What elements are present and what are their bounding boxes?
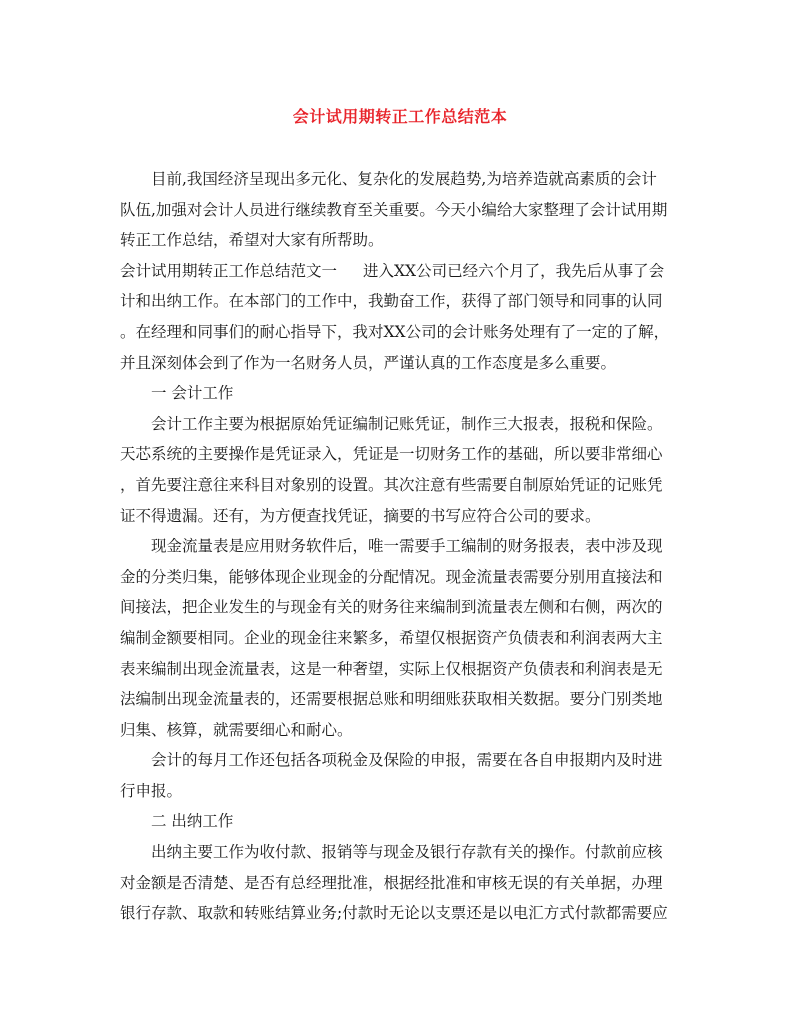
paragraph-line [120, 654, 685, 685]
paragraph-line [120, 225, 685, 256]
paragraph-line [120, 501, 685, 532]
paragraph-line [120, 409, 685, 440]
paragraph-line [120, 317, 685, 348]
paragraph-line [120, 898, 685, 929]
document-body [120, 164, 685, 929]
line-text: 队伍,加强对会计人员进行继续教育至关重要。今天小编给大家整理了会计试用期 [120, 200, 668, 219]
paragraph-line [120, 684, 685, 715]
line-text: 一 会计工作 [151, 384, 234, 403]
paragraph-line [120, 439, 685, 470]
line-text: 会计工作主要为根据原始凭证编制记账凭证，制作三大报表，报税和保险。 [151, 414, 663, 433]
line-text: 目前,我国经济呈现出多元化、复杂化的发展趋势,为培养造就高素质的会计 [151, 170, 657, 188]
line-text: 编制金额要相同。企业的现金往来繁多，希望仅根据资产负债表和利润表两大主 [120, 628, 663, 647]
paragraph-line [120, 470, 685, 501]
paragraph-line [120, 348, 685, 379]
line-text: 法编制出现金流量表的，还需要根据总账和明细账获取相关数据。要分门别类地 [120, 690, 663, 709]
line-text: 证不得遗漏。还有，为方便查找凭证，摘要的书写应符合公司的要求。 [120, 506, 601, 525]
paragraph-line [120, 806, 685, 837]
line-text-tail: 进入XX公司已经六个月了，我先后从事了会 [363, 261, 665, 280]
line-text: 银行存款、取款和转账结算业务;付款时无论以支票还是以电汇方式付款都需要应 [120, 904, 668, 923]
line-text: 表来编制出现金流量表，这是一种奢望，实际上仅根据资产负债表和利润表是无 [120, 659, 663, 678]
line-text: 会计试用期转正工作总结范文一 [120, 261, 338, 280]
line-text: 。在经理和同事们的耐心指导下，我对XX公司的会计账务处理有了一定的了解， [120, 322, 670, 341]
line-text: 间接法，把企业发生的与现金有关的财务往来编制到流量表左侧和右侧，两次的 [120, 598, 663, 617]
line-text: 计和出纳工作。在本部门的工作中，我勤奋工作，获得了部门领导和同事的认同 [120, 292, 663, 311]
paragraph-line [120, 562, 685, 593]
paragraph-line [120, 286, 685, 317]
paragraph-line [120, 195, 685, 226]
line-text: 归集、核算，就需要细心和耐心。 [120, 720, 353, 739]
line-text: 会计的每月工作还包括各项税金及保险的申报，需要在各自申报期内及时进 [151, 751, 663, 770]
document-title: 会计试用期转正工作总结范本 [292, 107, 508, 126]
paragraph-line [120, 592, 685, 623]
line-text: 金的分类归集，能够体现企业现金的分配情况。现金流量表需要分别用直接法和 [120, 567, 663, 586]
line-text: 转正工作总结，希望对大家有所帮助。 [120, 231, 384, 250]
line-text: 行申报。 [120, 781, 183, 800]
line-text: 出纳主要工作为收付款、报销等与现金及银行存款有关的操作。付款前应核 [151, 843, 663, 862]
paragraph-line [120, 837, 685, 868]
paragraph-line [120, 378, 685, 409]
paragraph-line [120, 531, 685, 562]
line-text: ，首先要注意往来科目对象别的设置。其次注意有些需要自制原始凭证的记账凭 [120, 475, 663, 494]
paragraph-line [120, 715, 685, 746]
paragraph-line [120, 745, 685, 776]
paragraph-line [120, 868, 685, 899]
paragraph-line [120, 164, 685, 195]
line-text: 现金流量表是应用财务软件后，唯一需要手工编制的财务报表，表中涉及现 [151, 537, 663, 556]
line-text: 对金额是否清楚、是否有总经理批准，根据经批准和审核无误的有关单据，办理 [120, 873, 663, 892]
line-text: 并且深刻体会到了作为一名财务人员，严谨认真的工作态度是多么重要。 [120, 353, 617, 372]
line-text: 二 出纳工作 [151, 812, 234, 831]
paragraph-line [120, 776, 685, 807]
line-text: 天芯系统的主要操作是凭证录入，凭证是一切财务工作的基础，所以要非常细心 [120, 445, 663, 464]
paragraph-line [120, 256, 685, 287]
paragraph-line [120, 623, 685, 654]
